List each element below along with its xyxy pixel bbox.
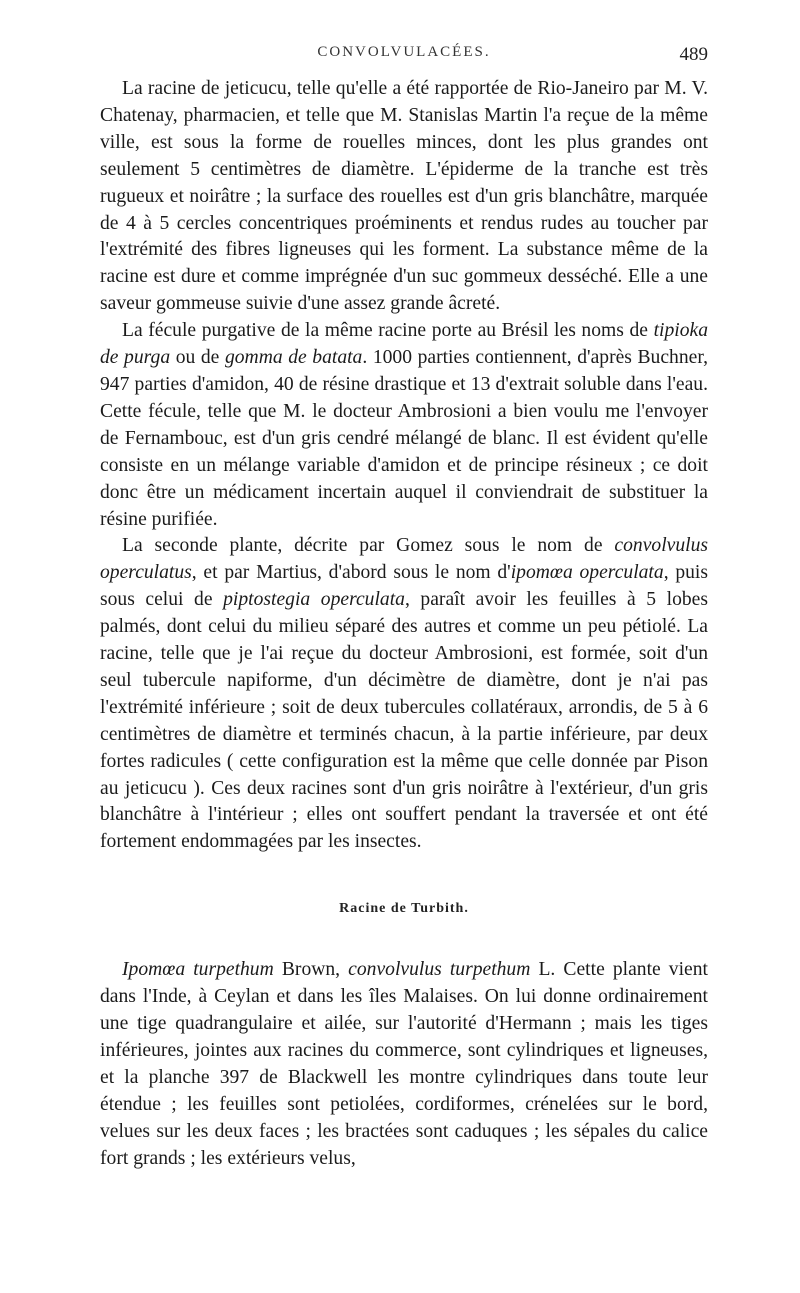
page-number: 489 [679,44,708,65]
italic-term: piptostegia operculata [223,589,405,611]
text-run: , paraît avoir les feuilles à 5 lobes palmés, dont celui du milieu séparé des autres et comme un peu pétiolé. La racine, telle que je l'ai reçue du docteur Ambrosioni, est formée, soit d'un seul tubercule napiforme, d'un décimètre de diamètre, dont je n'ai pas l'extrémité inférieure ; soit de deux tubercules collatéraux, arrondis, de 5 à 6 centimètres de diamètre et terminés chacun, à la partie inférieure, par deux fortes radicules ( cette configuration est la même que celle donnée par Pison au jeticucu ). Ces deux racines sont d'un gris noirâtre à l'extérieur, d'un gris blanchâtre à l'intérieur ; elles ont souffert pendant la traversée et ont été fortement endommagées par les insectes. [100,589,708,853]
paragraph-second-plant [100,533,708,856]
text-run: , et par Martius, d'abord sous le nom d' [191,562,511,584]
paragraph-fecule [100,318,708,533]
italic-term: convolvulus operculatus [100,535,708,584]
running-title: CONVOLVULACÉES. [317,44,491,60]
heading-prefix: Racine de [339,901,407,917]
italic-term: convolvulus turpethum [348,959,531,981]
italic-term: Ipomœa turpethum [122,959,274,981]
text-run: ou de [170,347,225,369]
italic-term: tipioka de purga [100,320,708,369]
page-header [100,44,708,68]
text-run: Brown, [273,959,349,981]
body-text [100,76,708,1172]
text-run: , puis sous celui de [100,562,708,611]
text-run: L. Cette plante vient dans l'Inde, à Ceylan et dans les îles Malaises. On lui donne ordinairement une tige quadrangulaire et ailée, sur l'autorité d'Hermann ; mais les tiges inférieures, jointes aux racines du commerce, sont cylindriques et ligneuses, et la planche 397 de Blackwell les montre cylindriques dans toute leur étendue ; les feuilles sont petiolées, cordiformes, crénelées sur le bord, velues sur les deux faces ; les bractées sont caduques ; les sépales du calice fort grands ; les extérieurs velus, [100,959,708,1169]
text-run: La racine de jeticucu, telle qu'elle a été rapportée de Rio-Janeiro par M. V. Chatenay, pharmacien, et telle que M. Stanislas Martin l'a reçue de la même ville, est sous la forme de rouelles minces, dont les plus grandes ont seulement 5 centimètres de diamètre. L'épiderme de la tranche est très rugueux et noirâtre ; la surface des rouelles est d'un gris blanchâtre, marquée de 4 à 5 cercles concentriques proéminents et rendus rudes au toucher par l'extrémité des fibres ligneuses qui les forment. La substance même de la racine est dure et comme imprégnée d'un suc gommeux desséché. Elle a une saveur gommeuse suivie d'une assez grande âcreté. [100,78,708,315]
paragraph-turbith [100,957,708,1172]
text-run: La seconde plante, décrite par Gomez sous le nom de [122,535,615,557]
section-heading [100,896,708,923]
paragraph-jeticucu-root [100,76,708,318]
italic-term: gomma de batata [224,347,363,369]
italic-term: ipomœa operculata [510,562,664,584]
text-run: . 1000 parties contiennent, d'après Buchner, 947 parties d'amidon, 40 de résine drastique et 13 d'extrait soluble dans l'eau. Cette fécule, telle que M. le docteur Ambrosioni a bien voulu me l'envoyer de Fernambouc, est d'un gris cendré mélangé de blanc. Il est évident qu'elle consiste en un mélange variable d'amidon et de principe résineux ; ce doit donc être un médicament incertain auquel il conviendrait de substituer la résine purifiée. [100,347,708,530]
text-run: La fécule purgative de la même racine porte au Brésil les noms de [122,320,654,342]
heading-name: Turbith. [411,901,469,917]
